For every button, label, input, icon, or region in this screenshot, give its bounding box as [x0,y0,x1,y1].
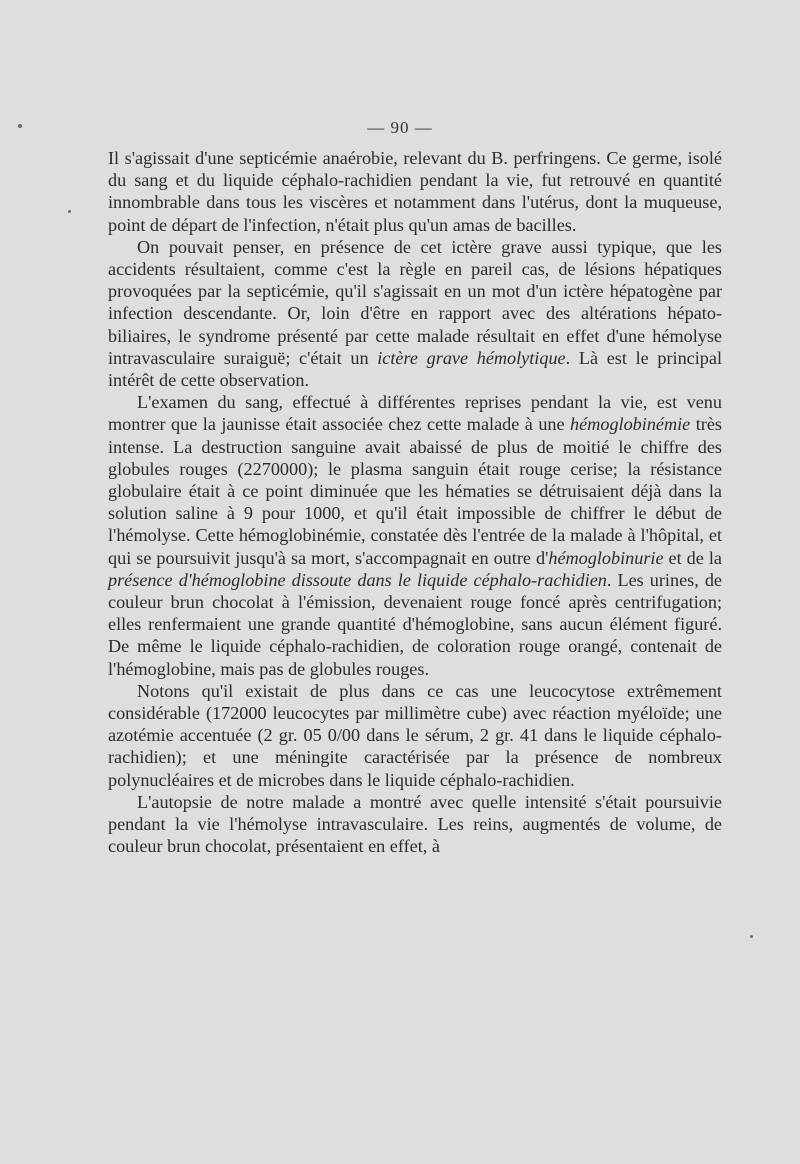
paragraph: On pouvait penser, en présence de cet ictère grave aussi typique, que les accidents résultaient, comme c'est la règle en pareil cas, de lésions hépatiques provoquées par la septicémie, qu'il s'agissait en un mot d'un ictère hépatogène par infection descendante. Or, loin d'être en rapport avec des altérations hépato-biliaires, le syndrome présenté par cette malade résultait en effet d'une hémolyse intravasculaire suraiguë; c'était un ictère grave hémolytique. Là est le principal intérêt de cette observation. [108,236,723,391]
italic-term: hémoglobinémie [570,414,691,435]
paragraph: Il s'agissait d'une septicémie anaérobie, relevant du B. perfringens. Ce germe, isolé du sang et du liquide céphalo-rachidien pendant la vie, fut retrouvé en quantité innombrable dans tous les viscères et notamment dans l'utérus, dont la muqueuse, point de départ de l'infection, n'était plus qu'un amas de bacilles. [108,148,722,235]
page-number: — 90 — [367,118,433,137]
paragraph: L'autopsie de notre malade a montré avec quelle intensité s'était poursuivie pendant la vie l'hémolyse intravasculaire. Les reins, augmentés de volume, de couleur brun chocolat, présentaient en effet, à [108,791,722,857]
italic-term: présence d'hémoglobine dissoute dans le liquide céphalo-rachidien [108,569,607,590]
paragraph: L'examen du sang, effectué à différentes reprises pendant la vie, est venu montrer que la jaunisse était associée chez cette malade à une hémoglobinémie très intense. La destruction sanguine avait abaissé de plus de moitié le chiffre des globules rouges (2270000); le plasma sanguin était rouge cerise; la résistance globulaire était à ce point diminuée que les hématies se détruisaient déjà dans la solution saline à 9 pour 1000, et qu'il était impossible de chiffrer le début de l'hémolyse. Cette hémoglobinémie, constatée dès l'entrée de la malade à l'hôpital, et qui se poursuivit jusqu'à sa mort, s'accompagnait en outre d'hémoglobinurie et de la présence d'hémoglobine dissoute dans le liquide céphalo-rachidien. Les urines, de couleur brun chocolat à l'émission, devenaient rouge foncé après centrifugation; elles renfermaient une grande quantité d'hémoglobine, sans aucun élément figuré. De même le liquide céphalo-rachidien, de coloration rouge orangé, contenait de l'hémoglobine, mais pas de globules rouges. [108,392,722,679]
italic-term: hémoglobinurie [548,547,664,568]
italic-term: ictère grave hémolytique [377,347,566,368]
paragraph: Notons qu'il existait de plus dans ce cas une leucocytose extrêmement considérable (172000 leucocytes par millimètre cube) avec réaction myéloïde; une azotémie accentuée (2 gr. 05 0/00 dans le sérum, 2 gr. 41 dans le liquide céphalo-rachidien); et une méningite caractérisée par la présence de nombreux polynucléaires et de microbes dans le liquide céphalo-rachidien. [108,680,722,790]
ink-speck [750,935,753,938]
ink-speck [68,210,71,213]
body-text [108,147,722,858]
